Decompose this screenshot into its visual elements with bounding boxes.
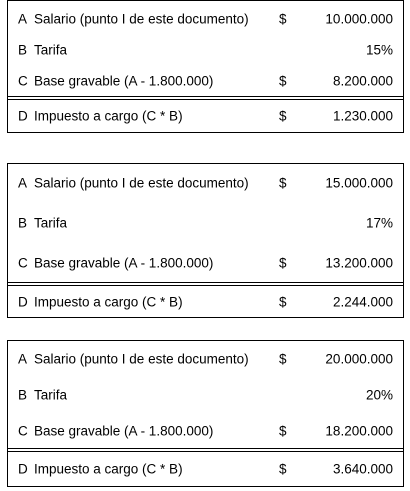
row-value: 15.000.000 <box>325 175 393 191</box>
table-row-salary <box>8 341 403 377</box>
row-value: 13.200.000 <box>325 255 393 271</box>
row-letter: B <box>18 215 28 230</box>
row-value: 1.230.000 <box>332 108 393 124</box>
row-description: Base gravable (A - 1.800.000) <box>34 73 214 88</box>
currency-symbol: $ <box>279 423 287 439</box>
table-row-taxable-base <box>8 413 403 449</box>
row-description: Salario (punto I de este documento) <box>34 175 249 191</box>
row-letter: B <box>18 387 28 403</box>
row-letter: C <box>18 423 28 439</box>
row-letter: C <box>18 255 28 271</box>
table-row-rate <box>8 36 403 64</box>
row-value: 3.640.000 <box>332 461 393 477</box>
row-letter: D <box>18 461 28 477</box>
table-row-tax-due <box>8 282 403 317</box>
table-row-salary <box>8 1 403 36</box>
row-description: Tarifa <box>34 215 68 230</box>
row-value: 8.200.000 <box>332 73 393 88</box>
row-letter: D <box>18 294 28 309</box>
row-value: 20% <box>365 387 393 403</box>
row-value: 18.200.000 <box>325 423 393 439</box>
row-description: Salario (punto I de este documento) <box>34 351 249 367</box>
row-letter: A <box>18 175 28 191</box>
table-row-taxable-base <box>8 64 403 97</box>
tax-table-3 <box>7 340 404 487</box>
row-value: 2.244.000 <box>332 294 393 309</box>
row-letter: D <box>18 108 28 124</box>
row-letter: C <box>18 73 28 88</box>
currency-symbol: $ <box>279 11 287 26</box>
row-letter: A <box>18 11 28 26</box>
currency-symbol: $ <box>279 175 287 191</box>
currency-symbol: $ <box>279 255 287 271</box>
row-description: Salario (punto I de este documento) <box>34 11 249 26</box>
tax-table-2 <box>7 163 404 318</box>
currency-symbol: $ <box>279 108 287 124</box>
currency-symbol: $ <box>279 351 287 367</box>
row-description: Tarifa <box>34 387 68 403</box>
currency-symbol: $ <box>279 461 287 477</box>
row-description: Base gravable (A - 1.800.000) <box>34 255 214 271</box>
row-value: 17% <box>365 215 393 230</box>
row-letter: B <box>18 42 28 58</box>
table-row-rate <box>8 377 403 413</box>
row-description: Impuesto a cargo (C * B) <box>34 461 183 477</box>
table-row-rate <box>8 202 403 243</box>
table-row-salary <box>8 164 403 202</box>
row-letter: A <box>18 351 28 367</box>
table-row-tax-due <box>8 448 403 486</box>
table-row-tax-due <box>8 96 403 132</box>
row-description: Impuesto a cargo (C * B) <box>34 294 183 309</box>
table-row-taxable-base <box>8 243 403 283</box>
row-value: 10.000.000 <box>325 11 393 26</box>
currency-symbol: $ <box>279 73 287 88</box>
row-description: Base gravable (A - 1.800.000) <box>34 423 214 439</box>
row-value: 20.000.000 <box>325 351 393 367</box>
row-value: 15% <box>365 42 393 58</box>
row-description: Tarifa <box>34 42 68 58</box>
tax-table-1 <box>7 0 404 133</box>
row-description: Impuesto a cargo (C * B) <box>34 108 183 124</box>
currency-symbol: $ <box>279 294 287 309</box>
